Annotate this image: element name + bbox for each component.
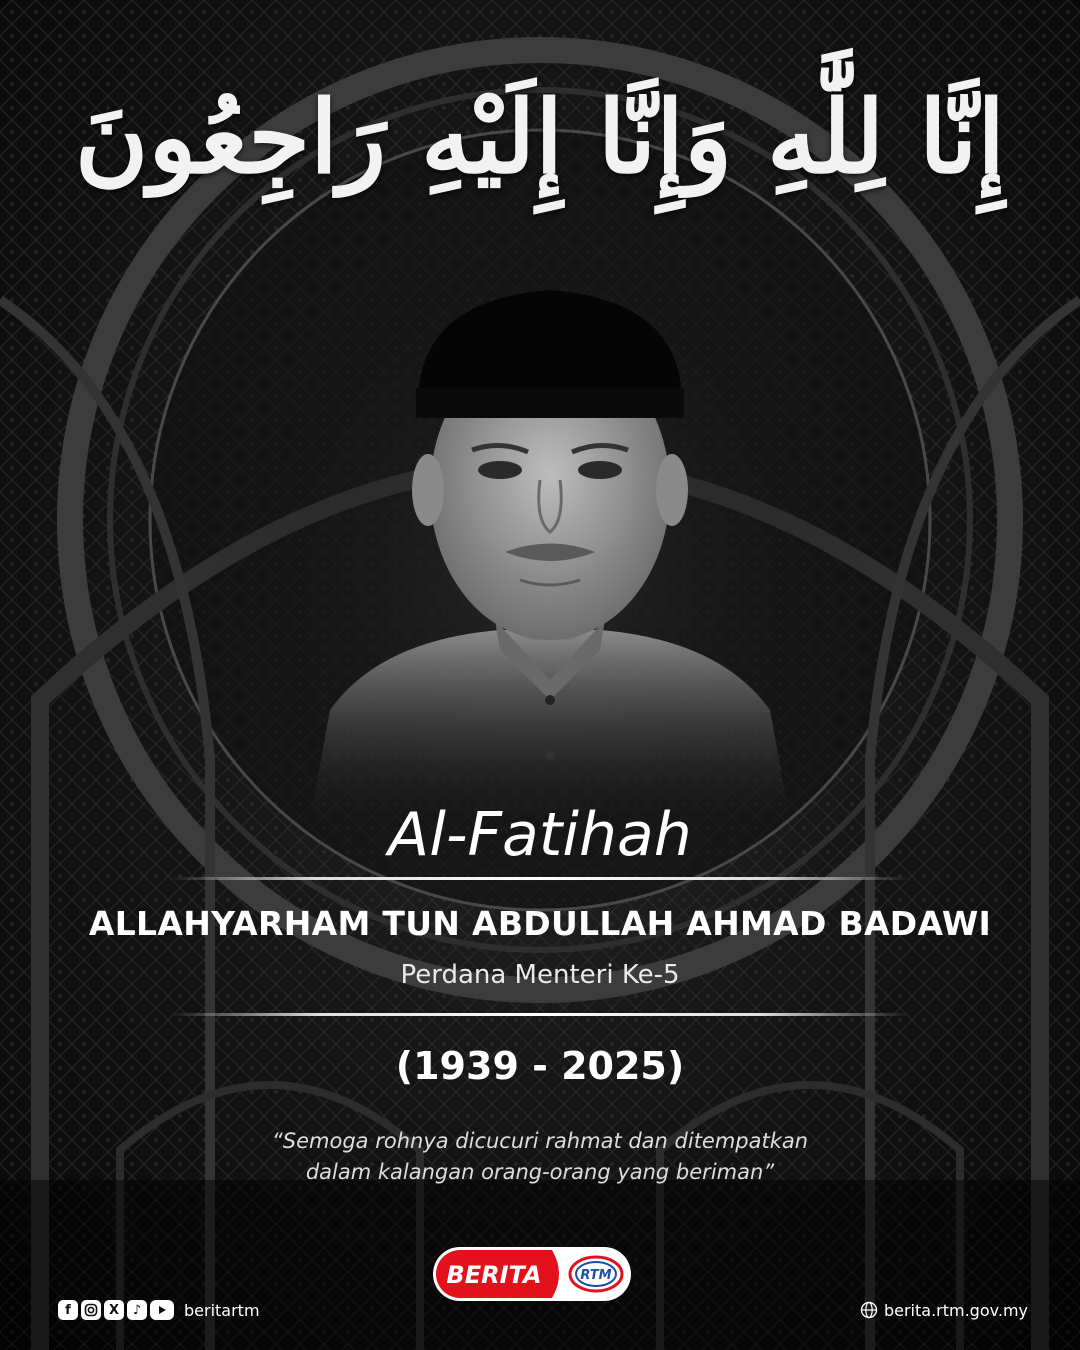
globe-icon: [860, 1301, 878, 1319]
divider-bottom: [170, 1013, 910, 1016]
social-links: [58, 1298, 260, 1322]
quote-line-1: “Semoga rohnya dicucuri rahmat dan ditempatkan: [271, 1129, 809, 1153]
x-icon[interactable]: X: [104, 1300, 124, 1320]
website-link[interactable]: [860, 1298, 1028, 1322]
tiktok-icon[interactable]: ♪: [127, 1300, 147, 1320]
website-url: berita.rtm.gov.my: [883, 1300, 1028, 1320]
facebook-icon[interactable]: f: [58, 1300, 78, 1320]
life-years: (1939 - 2025): [395, 1044, 685, 1088]
quote-line-2: dalam kalangan orang-orang yang beriman”: [305, 1160, 775, 1184]
prayer-quote: [0, 1126, 1080, 1188]
al-fatihah-title: Al-Fatihah: [388, 800, 692, 870]
divider-top: [170, 877, 910, 880]
social-handle[interactable]: beritartm: [184, 1300, 260, 1320]
logo-text: BERITA: [446, 1261, 542, 1289]
deceased-name: ALLAHYARHAM TUN ABDULLAH AHMAD BADAWI: [88, 904, 992, 943]
logo-sub-text: RTM: [580, 1268, 612, 1283]
portrait-photo: [300, 280, 800, 820]
deceased-role: Perdana Menteri Ke-5: [400, 960, 680, 990]
instagram-icon[interactable]: [81, 1300, 101, 1320]
arabic-calligraphy: إِنَّا لِلَّٰهِ وَإِنَّا إِلَيْهِ رَاجِعُونَ: [74, 78, 1006, 196]
berita-rtm-logo: [432, 1246, 632, 1302]
youtube-icon[interactable]: [150, 1300, 174, 1320]
